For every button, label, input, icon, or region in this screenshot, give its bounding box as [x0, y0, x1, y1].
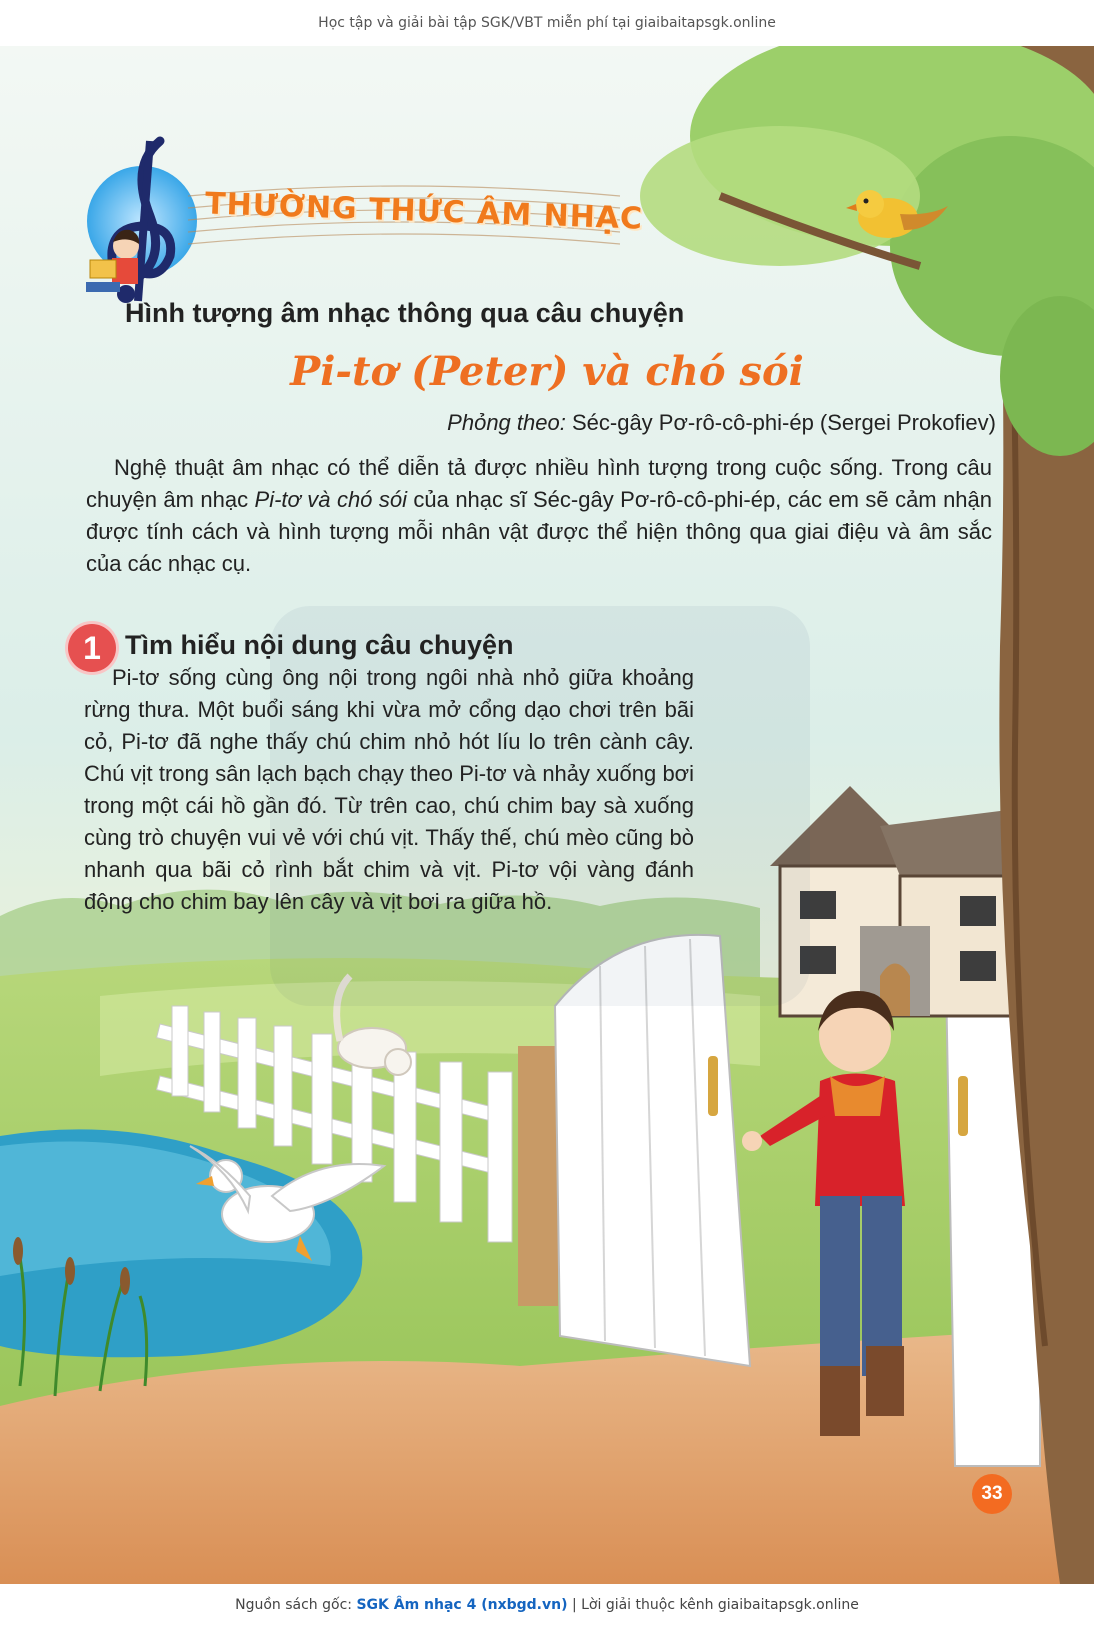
- bottom-source-bar: [0, 1584, 1094, 1626]
- textbook-page: [0, 46, 1094, 1584]
- credit-author: Séc-gây Pơ-rô-cô-phi-ép (Sergei Prokofiev): [571, 410, 996, 435]
- page-number: 33: [972, 1474, 1012, 1514]
- intro-text-start: Nghệ thuật âm nhạc có thể diễn tả được nhiều hình tượng trong cuộc sống. Trong câu chuyện âm nhạc: [86, 455, 992, 512]
- credit-label: Phỏng theo:: [447, 410, 566, 435]
- story-paragraph: Pi-tơ sống cùng ông nội trong ngôi nhà nhỏ giữa khoảng rừng thưa. Một buổi sáng khi vừa mở cổng dạo chơi trên bãi cỏ, Pi-tơ đã nghe thấy chú chim nhỏ hót líu lo trên cành cây. Chú vịt trong sân lạch bạch chạy theo Pi-tơ và nhảy xuống bơi trong một cái hồ gần đó. Từ trên cao, chú chim bay sà xuống cùng trò chuyện vui vẻ với chú vịt. Thấy thế, chú mèo cũng bò nhanh qua bãi cỏ rình bắt chim và vịt. Pi-tơ vội vàng đánh động cho chim bay lên cây và vịt bơi ra giữa hồ.: [84, 665, 694, 914]
- footer-book-link[interactable]: SGK Âm nhạc 4 (nxbgd.vn): [356, 1597, 568, 1613]
- footer-separator: |: [571, 1597, 577, 1613]
- intro-text-end: của nhạc sĩ Séc-gây Pơ-rô-cô-phi-ép, các em sẽ cảm nhận được tính cách và hình tượng mỗi nhân vật được thể hiện thông qua giai điệu và âm sắc của các nhạc cụ.: [86, 487, 993, 576]
- footer-suffix: Lời giải thuộc kênh giaibaitapsgk.online: [581, 1597, 859, 1613]
- lesson-subtitle: Hình tượng âm nhạc thông qua câu chuyện: [125, 298, 685, 328]
- footer-prefix: Nguồn sách gốc:: [235, 1597, 352, 1613]
- intro-story-name: Pi-tơ và chó sói: [254, 487, 407, 512]
- section-heading: Tìm hiểu nội dung câu chuyện: [125, 630, 514, 660]
- top-source-bar: [0, 0, 1094, 46]
- section-number-badge: 1: [68, 624, 116, 672]
- story-title: Pi-tơ (Peter) và chó sói: [290, 348, 804, 395]
- gate-post: [518, 1046, 558, 1306]
- story-credit: [447, 410, 996, 436]
- intro-paragraph: [86, 452, 992, 580]
- top-source-text: Học tập và giải bài tập SGK/VBT miễn phí tại giaibaitapsgk.online: [318, 15, 776, 31]
- section-badge-title: THƯỜNG THỨC ÂM NHẠC: [204, 186, 644, 237]
